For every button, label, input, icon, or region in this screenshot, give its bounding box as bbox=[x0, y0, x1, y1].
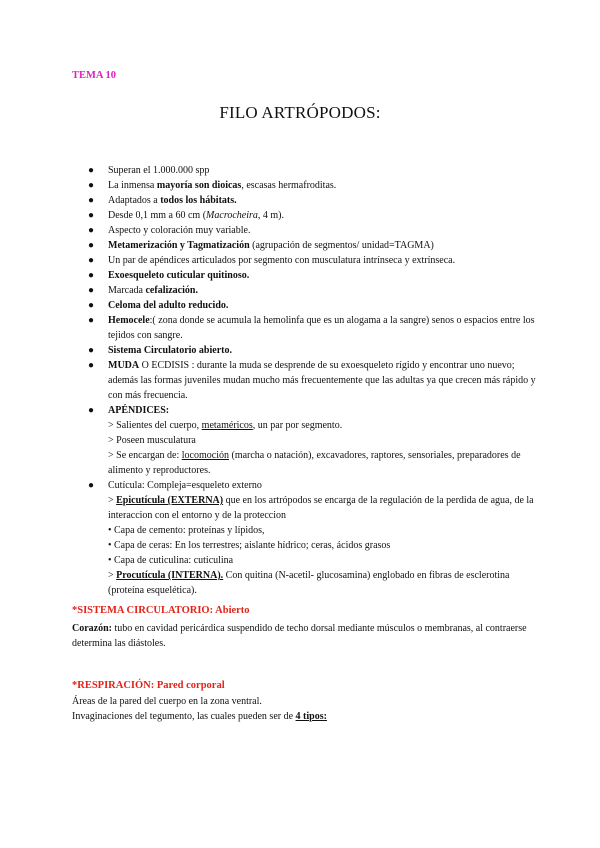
item-text: Superan el 1.000.000 spp bbox=[108, 165, 210, 176]
circulatorio-text: Corazón: tubo en cavidad pericárdica suspendido de techo dorsal mediante músculos o membranas, al contraerse determina las diástoles. bbox=[72, 623, 527, 649]
bullet-icon: ● bbox=[88, 195, 95, 206]
cuticula-line: > Epicutícula (EXTERNA) que en los artrópodos se encarga de la regulación de la perdida de agua, de la interaccion con el entorno y de la proteccion bbox=[108, 495, 534, 521]
list-item bbox=[72, 313, 542, 343]
item-text: Marcada bbox=[108, 285, 146, 296]
respiracion-line: Invaginaciones del tegumento, las cuales pueden ser de 4 tipos: bbox=[72, 711, 327, 722]
item-italic-text: Macrocheira bbox=[206, 210, 258, 221]
respiracion-line: Áreas de la pared del cuerpo en la zona ventral. bbox=[72, 696, 262, 707]
bullet-icon: ● bbox=[88, 255, 95, 266]
procuticula-term: Procutícula (INTERNA). bbox=[116, 570, 224, 581]
cuticula-line: • Capa de cemento: proteínas y lípidos, bbox=[108, 525, 265, 536]
item-text: , escasas hermafroditas. bbox=[241, 180, 337, 191]
list-item bbox=[72, 208, 542, 223]
tipos-term: 4 tipos: bbox=[295, 711, 327, 722]
list-item bbox=[72, 238, 542, 253]
bullet-icon: ● bbox=[88, 345, 95, 356]
corazon-label: Corazón: bbox=[72, 623, 112, 634]
cuticula-line: • Capa de cuticulina: cuticulina bbox=[108, 555, 234, 566]
list-item-apendices bbox=[72, 403, 542, 478]
cuticula-line: > Procutícula (INTERNA). Con quitina (N-acetil- glucosamina) englobado en fibras de esclerotina (proteína esquelética). bbox=[108, 570, 510, 596]
epicuticula-term: Epicutícula (EXTERNA) bbox=[116, 495, 224, 506]
list-item bbox=[72, 268, 542, 283]
item-bold-text: Sistema Circulatorio abierto. bbox=[108, 345, 232, 356]
item-bold-text: cefalización. bbox=[145, 285, 198, 296]
cuticula-heading: Cutícula: Compleja=esqueleto externo bbox=[108, 480, 262, 491]
cuticula-line: • Capa de ceras: En los terrestres; aislante hídrico; ceras, ácidos grasos bbox=[108, 540, 391, 551]
circulatorio-heading: *SISTEMA CIRCULATORIO: Abierto bbox=[72, 605, 250, 616]
bullet-icon: ● bbox=[88, 405, 95, 416]
item-bold-text: Hemocele bbox=[108, 315, 150, 326]
list-item bbox=[72, 358, 542, 403]
apendices-line: > Se encargan de: locomoción (marcha o natación), excavadores, raptores, sensoriales, preparadores de alimento y reproductores. bbox=[108, 450, 521, 476]
underlined-term: locomoción bbox=[181, 450, 229, 461]
item-text: :( zona donde se acumula la hemolinfa que es un alogama a la sangre) senos o espacios entre los tejidos con sangre. bbox=[108, 315, 535, 341]
list-item bbox=[72, 163, 542, 178]
underlined-term: metaméricos bbox=[201, 420, 253, 431]
bullet-icon: ● bbox=[88, 225, 95, 236]
list-item-cuticula bbox=[72, 478, 542, 598]
item-bold-text: Metamerización y Tagmatización bbox=[108, 240, 250, 251]
item-text: Desde 0,1 mm a 60 cm ( bbox=[108, 210, 207, 221]
bullet-icon: ● bbox=[88, 270, 95, 281]
page-title: FILO ARTRÓPODOS: bbox=[219, 103, 381, 122]
item-text: O ECDISIS : durante la muda se desprende de su exoesqueleto rígido y encontrar uno nuevo; además las formas juveniles mudan mucho más frecuentemente que las adultas ya que crecen más rápido y con más frecuencia. bbox=[108, 360, 536, 401]
respiracion-text bbox=[72, 694, 542, 724]
bullet-icon: ● bbox=[88, 480, 95, 491]
bullet-icon: ● bbox=[88, 300, 95, 311]
item-text: Adaptados a bbox=[108, 195, 161, 206]
list-item bbox=[72, 178, 542, 193]
bullet-icon: ● bbox=[88, 180, 95, 191]
bullet-icon: ● bbox=[88, 240, 95, 251]
bullet-icon: ● bbox=[88, 315, 95, 326]
respiracion-heading: *RESPIRACIÓN: Pared corporal bbox=[72, 680, 225, 691]
item-text: Aspecto y coloración muy variable. bbox=[108, 225, 251, 236]
list-item bbox=[72, 223, 542, 238]
item-text: Un par de apéndices articulados por segmento con musculatura intrínseca y extrínseca. bbox=[108, 255, 456, 266]
list-item bbox=[72, 193, 542, 208]
item-bold-text: mayoría son dioicas bbox=[156, 180, 242, 191]
apendices-line: > Poseen musculatura bbox=[108, 435, 196, 446]
bullet-icon: ● bbox=[88, 210, 95, 221]
item-bold-text: todos los hábitats. bbox=[160, 195, 237, 206]
item-bold-text: MUDA bbox=[108, 360, 140, 371]
item-bold-text: Exoesqueleto cuticular quitinoso. bbox=[108, 270, 250, 281]
apendices-heading: APÉNDICES: bbox=[108, 405, 170, 416]
apendices-line: > Salientes del cuerpo, metaméricos, un par por segmento. bbox=[108, 420, 343, 431]
bullet-icon: ● bbox=[88, 165, 95, 176]
item-bold-text: Celoma del adulto reducido. bbox=[108, 300, 229, 311]
bullet-list bbox=[72, 163, 542, 598]
list-item bbox=[72, 283, 542, 298]
item-text: (agrupación de segmentos/ unidad=TAGMA) bbox=[249, 240, 434, 251]
list-item bbox=[72, 343, 542, 358]
bullet-icon: ● bbox=[88, 285, 95, 296]
list-item bbox=[72, 253, 542, 268]
bullet-icon: ● bbox=[88, 360, 95, 371]
item-text: La inmensa bbox=[108, 180, 157, 191]
item-text: , 4 m). bbox=[257, 210, 284, 221]
list-item bbox=[72, 298, 542, 313]
topic-number: TEMA 10 bbox=[72, 70, 117, 81]
